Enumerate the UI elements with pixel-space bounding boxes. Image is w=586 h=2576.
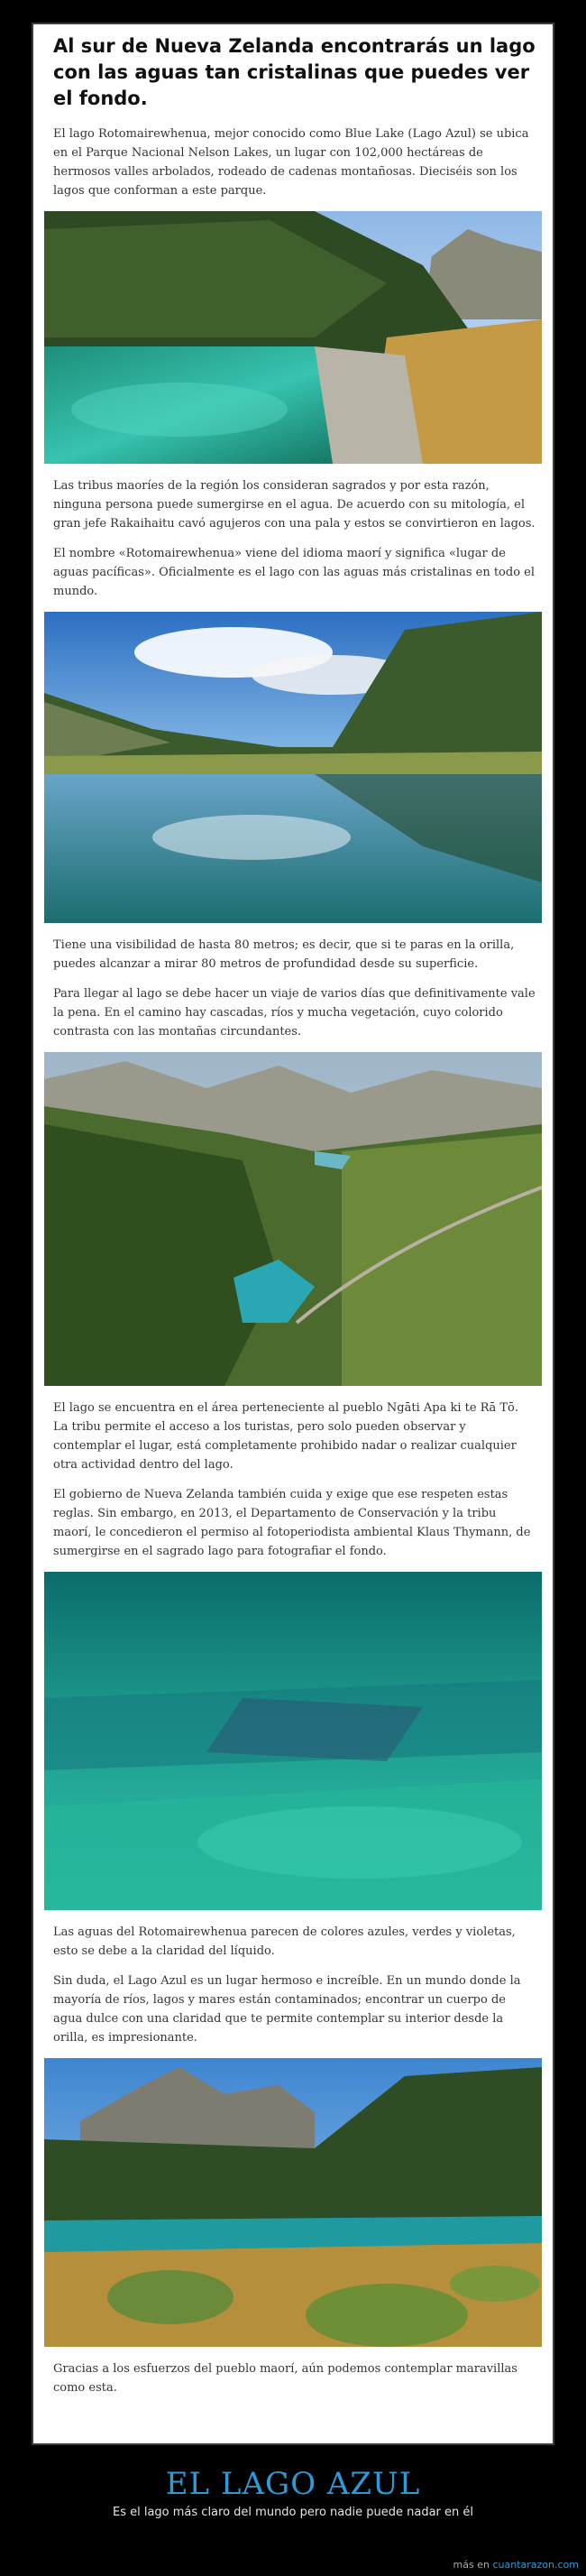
paragraph-3: El nombre «Rotomairewhenua» viene del idioma maorí y significa «lugar de aguas pacíficas». Oficialmente es el lago con las aguas más cristalinas en todo el mundo.: [53, 547, 536, 598]
paragraph-8: Las aguas del Rotomairewhenua parecen de colores azules, verdes y violetas, esto se debe a la claridad del líquido.: [53, 1925, 516, 1958]
paragraph-7: El gobierno de Nueva Zelanda también cuida y exige que ese respeten estas reglas. Sin embargo, en 2013, el Departamento de Conservación y la tribu maorí, le concedieron el permiso al fotoperiodista ambiental Klaus Thymann, de sumergirse en el sagrado lago para fotografiar el fondo.: [53, 1488, 531, 1558]
article-title: Al sur de Nueva Zelanda encontrarás un lago con las aguas tan cristalinas que puedes ver el fondo.: [53, 35, 536, 109]
footer-prefix: más en: [453, 2559, 490, 2571]
paragraph-4: Tiene una visibilidad de hasta 80 metros; es decir, que si te paras en la orilla, puedes alcanzar a mirar 80 metros de profundidad desde su superficie.: [53, 938, 515, 971]
photo-lake-grassland: [44, 2058, 542, 2347]
paragraph-1: El lago Rotomairewhenua, mejor conocido como Blue Lake (Lago Azul) se ubica en el Parque Nacional Nelson Lakes, un lugar con 102,000 hectáreas de hermosos valles arbolados, rodeado de cadenas montañosas. Dieciséis son los lagos que conforman a este parque.: [53, 127, 529, 198]
photo-lake-reflection: [44, 612, 542, 923]
photo-underwater: [44, 1572, 542, 1910]
footer-site-link[interactable]: cuantarazon.com: [492, 2559, 579, 2571]
paragraph-5: Para llegar al lago se debe hacer un viaje de varios días que definitivamente vale la pena. En el camino hay cascadas, ríos y mucha vegetación, cuyo colorido contrasta con las montañas circundantes.: [53, 987, 536, 1039]
paragraph-9: Sin duda, el Lago Azul es un lugar hermoso e increíble. En un mundo donde la mayoría de ríos, lagos y mares están contaminados; encontrar un cuerpo de agua dulce con una claridad que te permite contemplar su interior desde la orilla, es impresionante.: [53, 1974, 521, 2045]
caption-subtitle: Es el lago más claro del mundo pero nadie puede nadar en él: [112, 2506, 473, 2519]
meme-caption: [0, 2450, 586, 2519]
article-card: [32, 23, 554, 2445]
photo-aerial-valley: [44, 1052, 542, 1386]
site-footer: [453, 2559, 579, 2571]
paragraph-6: El lago se encuentra en el área perteneciente al pueblo Ngāti Apa ki te Rā Tō. La tribu permite el acceso a los turistas, pero solo pueden observar y contemplar el lugar, está completamente prohibido nadar o realizar cualquier otra actividad dentro del lago.: [53, 1401, 519, 1472]
paragraph-2: Las tribus maoríes de la región los consideran sagrados y por esta razón, ninguna persona puede sumergirse en el agua. De acuerdo con su mitología, el gran jefe Rakaihaitu cavó agujeros con una pala y estos se convirtieron en lagos.: [53, 479, 536, 531]
caption-headline: EL LAGO AZUL: [165, 2466, 421, 2502]
paragraph-10: Gracias a los esfuerzos del pueblo maorí, aún podemos contemplar maravillas como esta.: [53, 2362, 517, 2395]
photo-lake-shore: [44, 211, 542, 464]
